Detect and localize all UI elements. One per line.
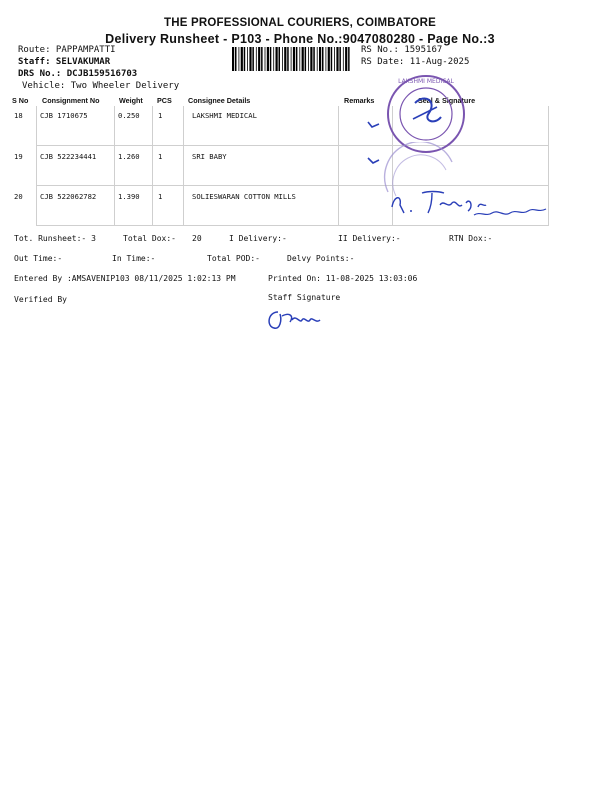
row-consignee: LAKSHMI MEDICAL — [192, 111, 257, 120]
row-pcs: 1 — [158, 192, 163, 201]
in-time: In Time:- — [112, 254, 156, 263]
row-consignment: CJB 522062782 — [40, 192, 97, 201]
ii-delivery: II Delivery:- — [338, 234, 401, 243]
rs-number: RS No.: 1595167 — [361, 45, 443, 55]
row-weight: 0.250 — [118, 111, 140, 120]
staff-signature-label: Staff Signature — [268, 293, 341, 302]
barcode-image — [232, 47, 352, 71]
vehicle-label: Vehicle: Two Wheeler Delivery — [22, 81, 180, 91]
out-time: Out Time:- — [14, 254, 63, 263]
row-consignee: SOLIESWARAN COTTON MILLS — [192, 192, 296, 201]
col-seal-signature: Seal & Signature — [418, 96, 476, 105]
printed-on: Printed On: 11-08-2025 13:03:06 — [268, 274, 418, 283]
total-pod: Total POD:- — [207, 254, 260, 263]
route-label: Route: PAPPAMPATTI — [18, 45, 116, 55]
row-weight: 1.260 — [118, 152, 140, 161]
staff-signature — [264, 306, 326, 336]
i-delivery: I Delivery:- — [229, 234, 287, 243]
col-weight: Weight — [119, 96, 143, 105]
row-sno: 20 — [14, 192, 23, 201]
grid-line — [183, 106, 184, 226]
company-title: THE PROFESSIONAL COURIERS, COIMBATORE — [164, 17, 436, 29]
grid-line — [36, 225, 548, 226]
row-sno: 19 — [14, 152, 23, 161]
remark-tick-mark — [366, 118, 382, 130]
staff-label: Staff: SELVAKUMAR — [18, 57, 111, 67]
col-consignment: Consignment No — [42, 96, 100, 105]
drs-number: DRS No.: DCJB159516703 — [18, 69, 138, 79]
grid-line — [338, 106, 339, 226]
row-pcs: 1 — [158, 111, 163, 120]
total-dox-value: 20 — [192, 234, 202, 243]
row-pcs: 1 — [158, 152, 163, 161]
row-weight: 1.390 — [118, 192, 140, 201]
row-consignment: CJB 1710675 — [40, 111, 88, 120]
delvy-points: Delvy Points:- — [287, 254, 355, 263]
grid-line — [152, 106, 153, 226]
entered-by: Entered By :AMSAVENIP103 08/11/2025 1:02:13 PM — [14, 274, 236, 283]
grid-line — [36, 106, 37, 226]
row-consignment: CJB 522234441 — [40, 152, 97, 161]
col-consignee: Consignee Details — [188, 96, 251, 105]
rtn-dox: RTN Dox:- — [449, 234, 493, 243]
col-pcs: PCS — [157, 96, 172, 105]
grid-line — [36, 145, 548, 146]
col-sno: S No — [12, 96, 29, 105]
tot-runsheet: Tot. Runsheet:- 3 — [14, 234, 96, 243]
rs-date: RS Date: 11-Aug-2025 — [361, 57, 470, 67]
row-sno: 18 — [14, 111, 23, 120]
grid-line — [114, 106, 115, 226]
svg-text:LAKSHMI MEDICAL: LAKSHMI MEDICAL — [398, 78, 454, 85]
runsheet-subtitle: Delivery Runsheet - P103 - Phone No.:9047080280 - Page No.:3 — [105, 32, 495, 46]
col-remarks: Remarks — [344, 96, 375, 105]
total-dox-label: Total Dox:- — [123, 234, 176, 243]
row-consignee: SRI BABY — [192, 152, 227, 161]
recipient-handwriting — [388, 185, 558, 225]
verified-by: Verified By — [14, 295, 67, 304]
